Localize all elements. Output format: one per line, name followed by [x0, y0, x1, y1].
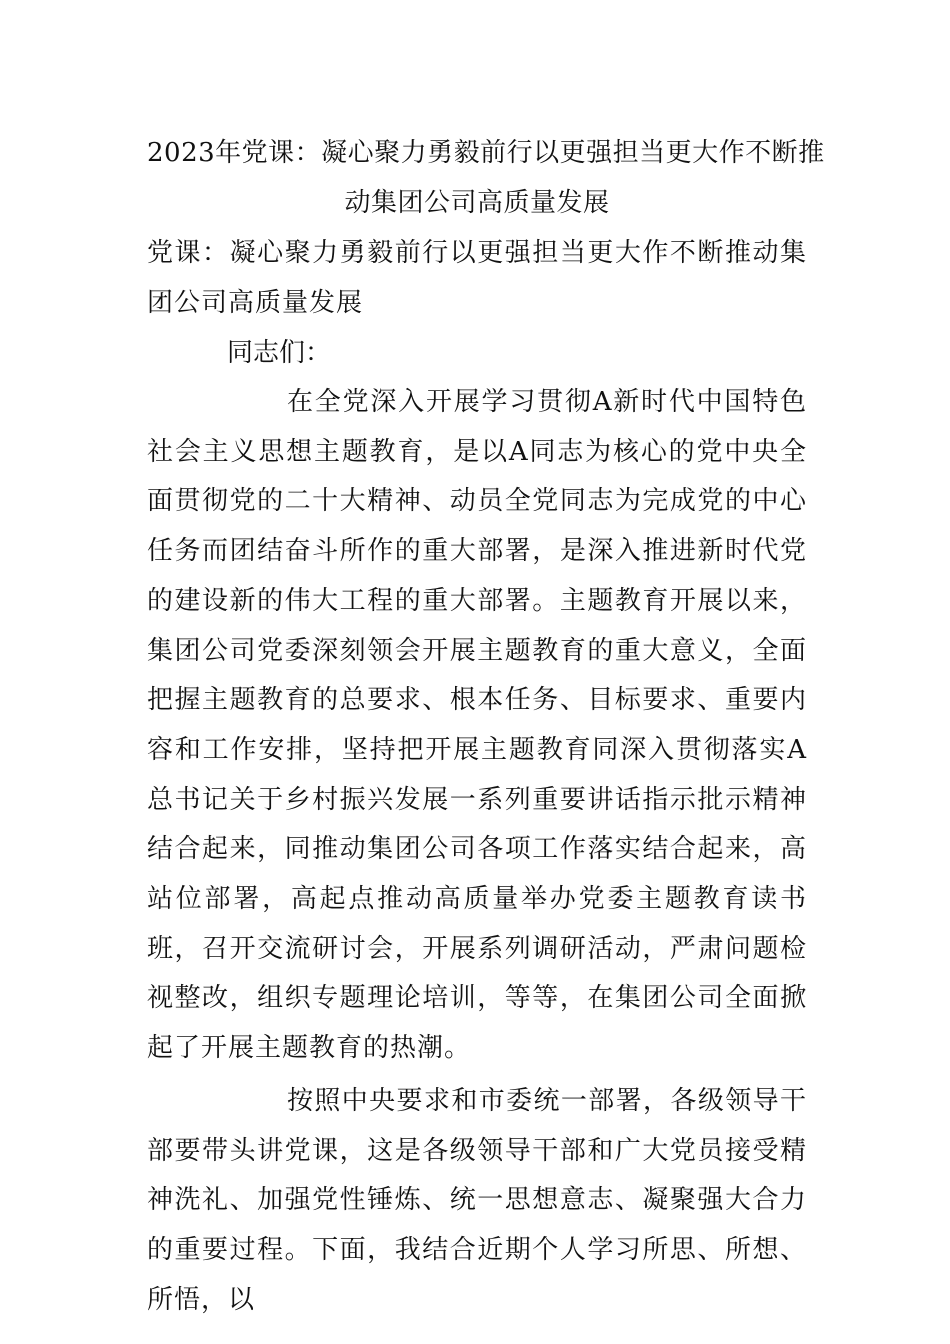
body-paragraph-1: 在全党深入开展学习贯彻A新时代中国特色社会主义思想主题教育，是以A同志为核心的党中央全面贯彻党的二十大精神、动员全党同志为完成党的中心任务而团结奋斗所作的重大部署，是深入推进新时代党的建设新的伟大工程的重大部署。主题教育开展以来，集团公司党委深刻领会开展主题教育的重大意义，全面把握主题教育的总要求、根本任务、目标要求、重要内容和工作安排，坚持把开展主题教育同深入贯彻落实A总书记关于乡村振兴发展一系列重要讲话指示批示精神结合起来，同推动集团公司各项工作落实结合起来，高站位部署，高起点推动高质量举办党委主题教育读书班，召开交流研讨会，开展系列调研活动，严肃问题检视整改，组织专题理论培训，等等，在集团公司全面掀起了开展主题教育的热潮。: [147, 387, 807, 1064]
document-body: [147, 128, 825, 1325]
title-line-1: 2023年党课：凝心聚力勇毅前行以更强担当更大作不断推: [147, 138, 825, 168]
document-subtitle: 党课：凝心聚力勇毅前行以更强担当更大作不断推动集团公司高质量发展: [147, 238, 807, 318]
document-title: [147, 128, 825, 228]
salutation: 同志们：: [227, 338, 332, 368]
title-line-2: 动集团公司高质量发展: [344, 188, 610, 218]
body-paragraph-2: 按照中央要求和市委统一部署，各级领导干部要带头讲党课，这是各级领导干部和广大党员接受精神洗礼、加强党性锤炼、统一思想意志、凝聚强大合力的重要过程。下面，我结合近期个人学习所思、所想、所悟，以: [147, 1085, 807, 1315]
